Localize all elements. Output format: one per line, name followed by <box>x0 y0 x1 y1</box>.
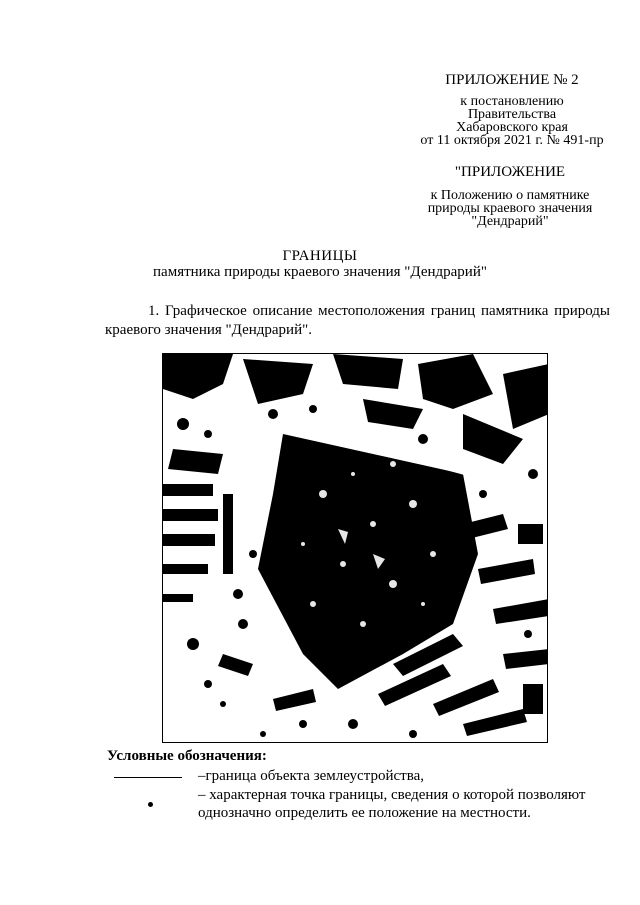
appendix-heading: ПРИЛОЖЕНИЕ № 2 <box>445 72 579 88</box>
appendix-line: от 11 октября 2021 г. № 491-пр <box>420 133 604 148</box>
legend-boundary-text: –граница объекта землеустройства, <box>198 768 424 784</box>
appendix-line: Хабаровского края <box>456 120 568 135</box>
inner-appendix-block <box>390 163 630 228</box>
inner-appendix-line: "Дендрарий" <box>471 214 549 229</box>
inner-appendix-heading: "ПРИЛОЖЕНИЕ <box>454 164 566 180</box>
paragraph-line: краевого значения "Дендрарий". <box>105 322 312 338</box>
description-paragraph <box>105 302 610 340</box>
document-subtitle: памятника природы краевого значения "Дендрарий" <box>153 264 487 280</box>
boundary-point-symbol <box>148 802 153 807</box>
aerial-map-graphic <box>163 354 548 743</box>
appendix-line: к постановлению <box>460 94 564 109</box>
map-image <box>162 353 548 743</box>
document-title: ГРАНИЦЫ <box>282 248 358 264</box>
legend-title: Условные обозначения: <box>107 748 267 764</box>
legend-point-text-cont: однозначно определить ее положение на местности. <box>198 805 531 821</box>
appendix-line: Правительства <box>467 107 557 122</box>
inner-appendix-line: природы краевого значения <box>427 201 593 216</box>
legend-point-text: – характерная точка границы, сведения о которой позволяют <box>198 787 586 803</box>
paragraph-line: 1. Графическое описание местоположения границ памятника природы <box>148 303 610 319</box>
appendix-block <box>392 71 632 147</box>
boundary-line-symbol <box>114 777 182 778</box>
inner-appendix-line: к Положению о памятнике <box>430 188 590 203</box>
